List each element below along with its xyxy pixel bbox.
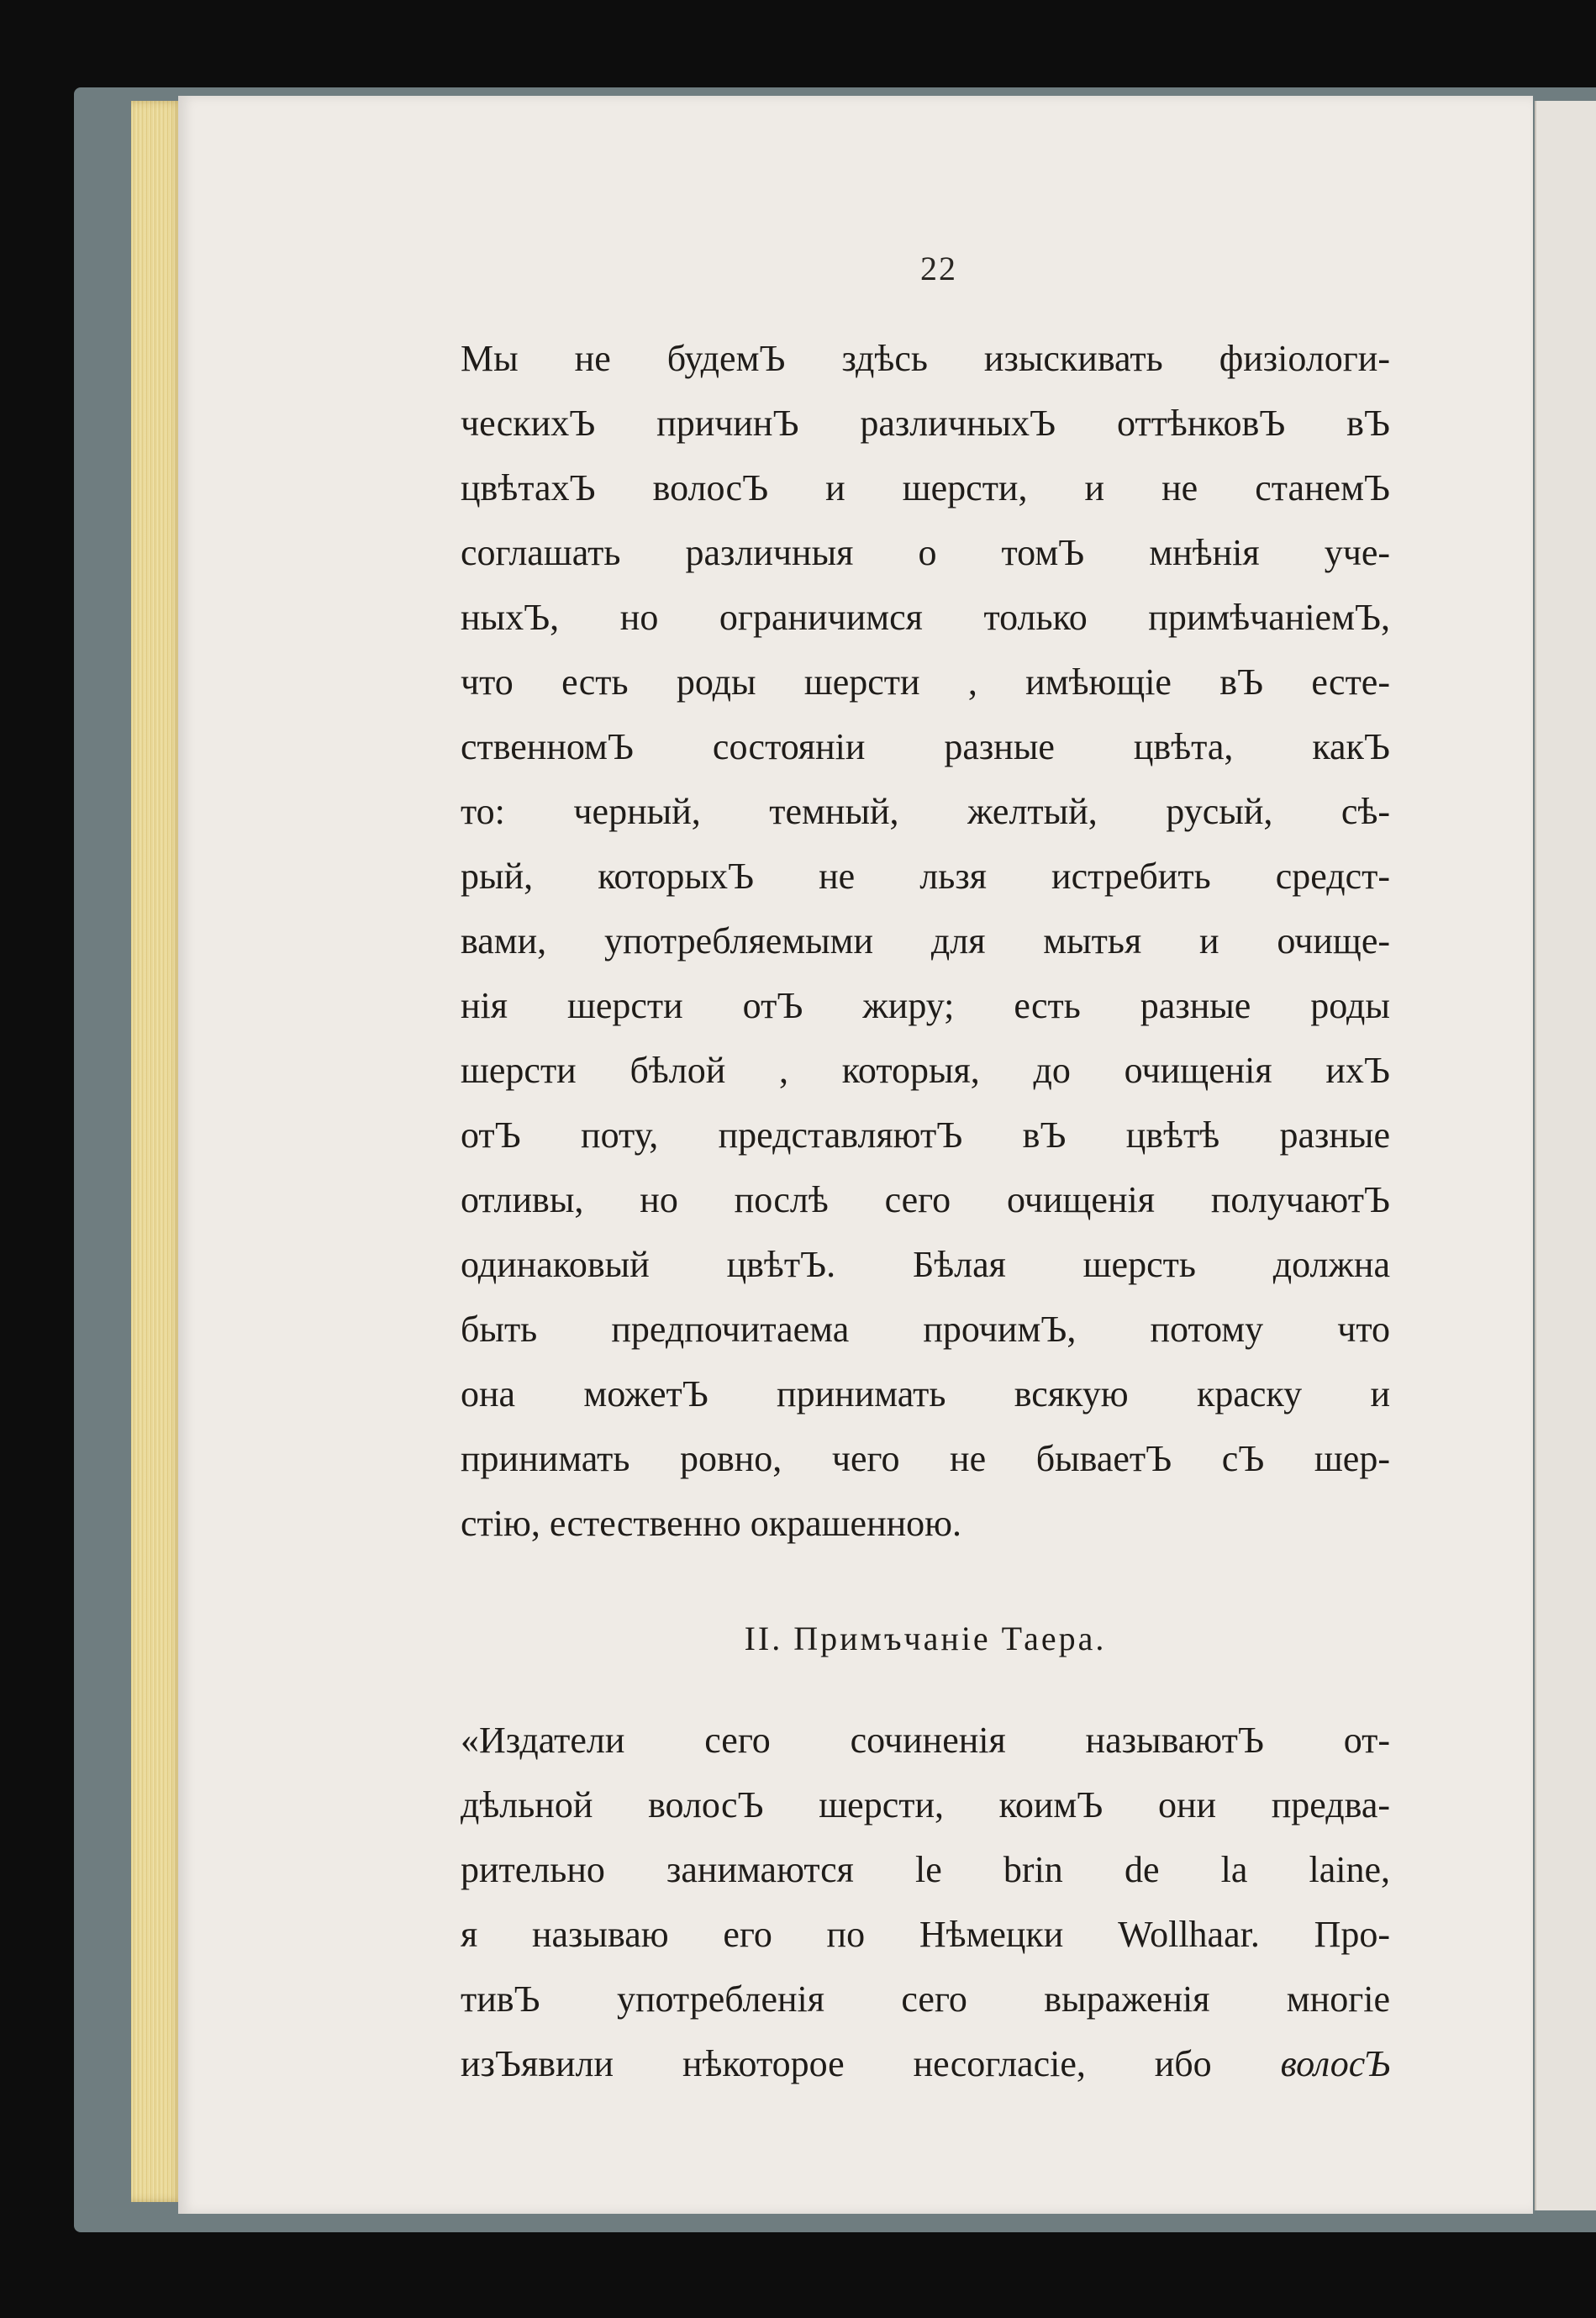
text-line: вами, употребляемыми для мытья и очище-: [461, 920, 1390, 961]
text-line: «Издатели сего сочиненія называютЪ от-: [461, 1720, 1390, 1761]
text-line: [461, 2031, 1390, 2096]
text-line: дѣльной волосЪ шерсти, коимЪ они предва-: [461, 1784, 1390, 1825]
page-text: [461, 326, 1390, 2096]
italic-word: волосЪ: [1280, 2043, 1390, 2084]
text-line: что есть роды шерсти , имѣющіе вЪ есте-: [461, 661, 1390, 703]
page-edges: [131, 101, 183, 2202]
text-line: соглашать различныя о томЪ мнѣнія уче-: [461, 532, 1390, 573]
text-line: она можетЪ принимать всякую краску и: [461, 1373, 1390, 1415]
text-line: шерсти бѣлой , которыя, до очищенія ихЪ: [461, 1050, 1390, 1091]
text-line-start: изЪявили нѣкоторое несогласіе, ибо: [461, 2043, 1212, 2084]
facing-page-edge: [1535, 101, 1596, 2210]
text-line: тивЪ употребленія сего выраженія многіе: [461, 1978, 1390, 2020]
text-line: рый, которыхЪ не льзя истребить средст-: [461, 856, 1390, 897]
text-line: я называю его по Нѣмецки Wollhaar. Про-: [461, 1914, 1390, 1955]
text-line: стію, естественно окрашенною.: [461, 1503, 962, 1544]
text-line: ственномЪ состояніи разные цвѣта, какЪ: [461, 726, 1390, 767]
text-line: Мы не будемЪ здѣсь изыскивать физіологи-: [461, 338, 1390, 379]
text-line: ныхЪ, но ограничимся только примѣчаніемЪ,: [461, 597, 1390, 638]
text-line: ческихЪ причинЪ различныхЪ оттѣнковЪ вЪ: [461, 403, 1390, 444]
page-number: 22: [920, 250, 957, 287]
text-line: отливы, но послѣ сего очищенія получаютЪ: [461, 1179, 1390, 1220]
text-line: одинаковый цвѣтЪ. Бѣлая шерсть должна: [461, 1244, 1390, 1285]
text-line: принимать ровно, чего не бываетЪ сЪ шер-: [461, 1438, 1390, 1479]
text-line: то: черный, темный, желтый, русый, сѣ-: [461, 791, 1390, 832]
text-line: рительно занимаются le brin de la laine,: [461, 1849, 1390, 1890]
text-line: нія шерсти отЪ жиру; есть разные роды: [461, 985, 1390, 1026]
text-line: цвѣтахЪ волосЪ и шерсти, и не станемЪ: [461, 467, 1390, 508]
text-line: отЪ поту, представляютЪ вЪ цвѣтѣ разные: [461, 1114, 1390, 1156]
text-line: быть предпочитаема прочимЪ, потому что: [461, 1309, 1390, 1350]
section-heading: II. Примъчаніе Таера.: [744, 1620, 1107, 1657]
